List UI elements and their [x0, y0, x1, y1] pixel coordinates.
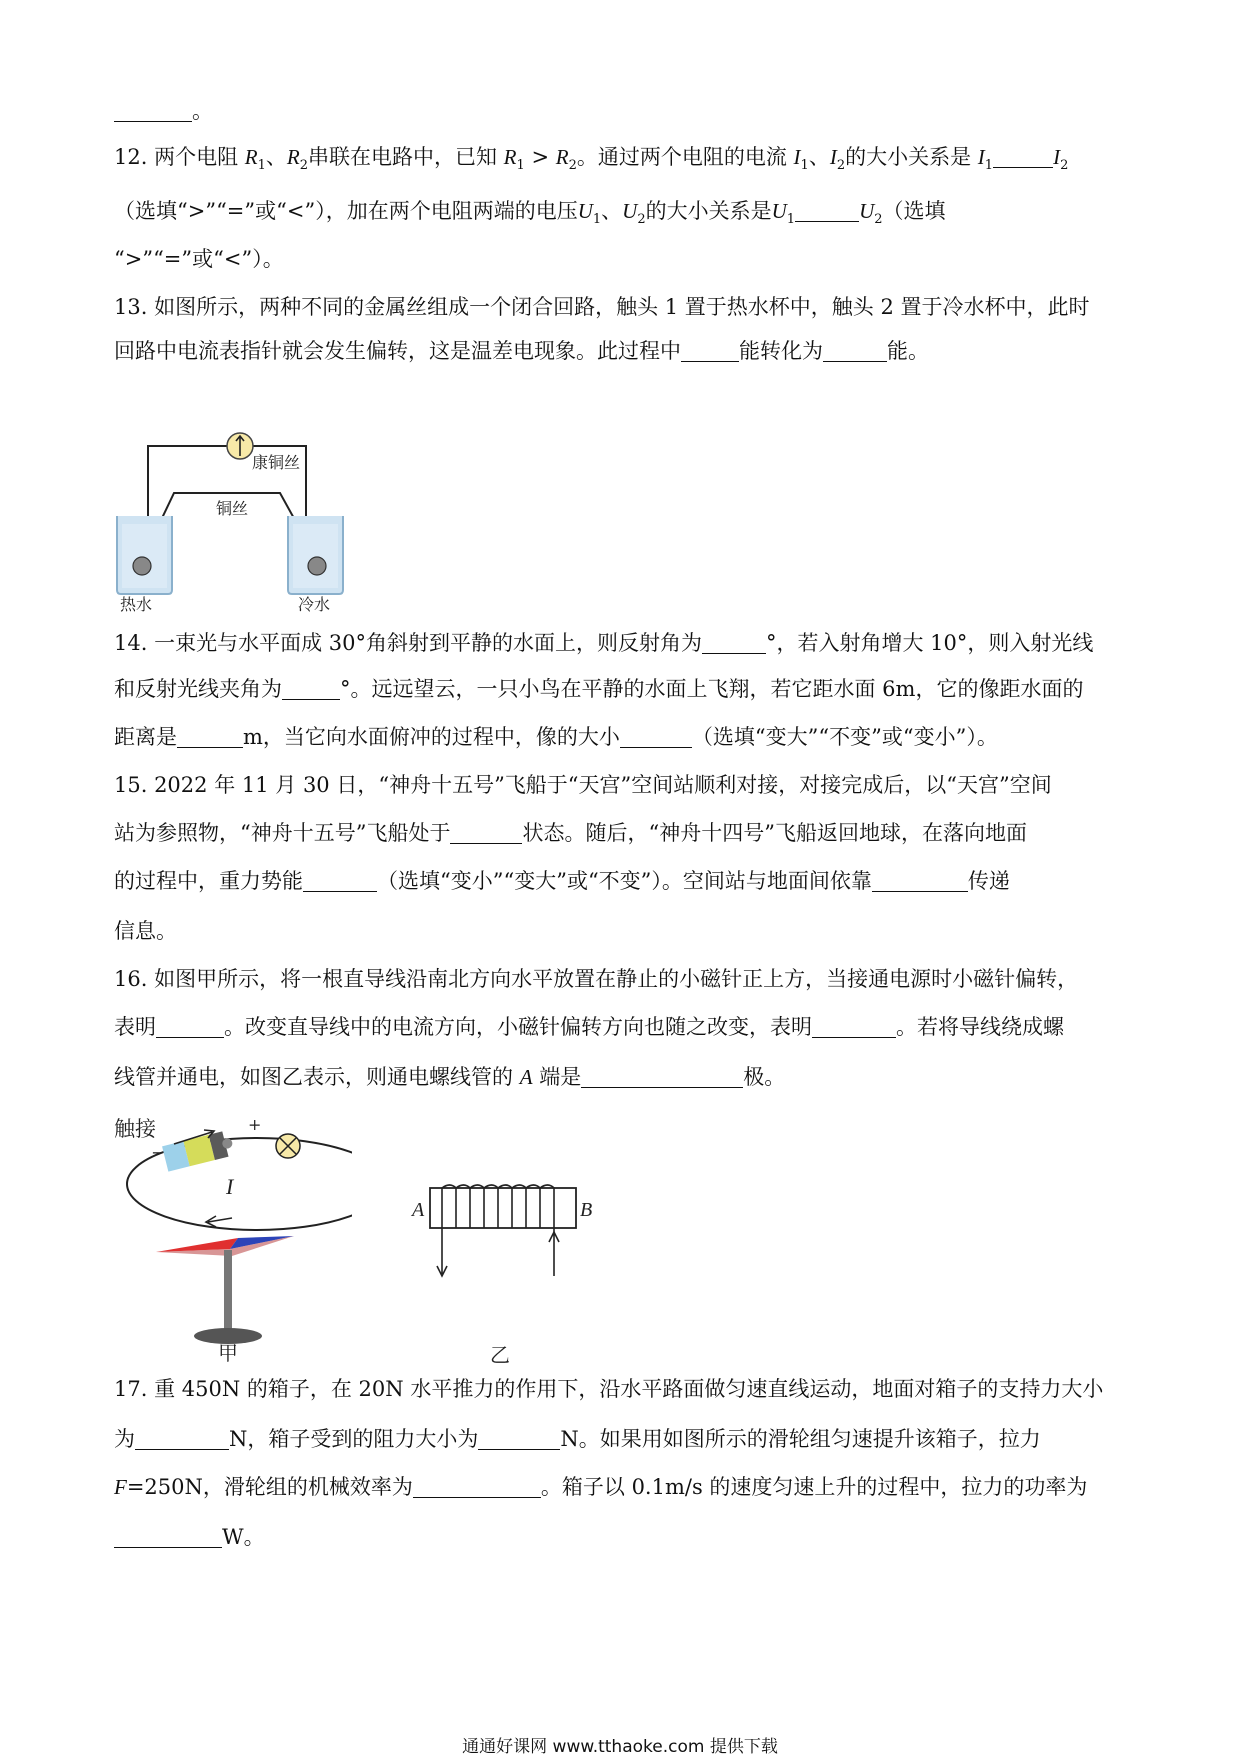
answer-blank[interactable] [450, 821, 522, 844]
hot-beaker-water [122, 524, 167, 588]
constantan-label: 康铜丝 [252, 453, 301, 472]
answer-blank[interactable] [282, 677, 340, 700]
q17-line-4: W。 [114, 1522, 265, 1552]
battery-plus-label: + [248, 1115, 262, 1134]
answer-blank[interactable] [872, 869, 968, 892]
answer-blank[interactable] [478, 1427, 560, 1450]
answer-blank[interactable] [413, 1475, 541, 1498]
lead-left-arrow-icon [437, 1232, 447, 1276]
q16-line-1: 16. 如图甲所示，将一根直导线沿南北方向水平放置在静止的小磁针正上方，当接通电源时小磁针偏转， [114, 967, 1079, 991]
figure-yi-caption: 乙 [490, 1343, 510, 1366]
answer-blank[interactable] [114, 99, 192, 122]
answer-blank[interactable] [812, 1015, 896, 1038]
hot-contact [133, 557, 151, 575]
cold-water-label: 冷水 [298, 595, 331, 612]
current-direction-arrow-icon [206, 1216, 232, 1227]
answer-blank[interactable] [681, 339, 739, 362]
q12-line-1: 12. 两个电阻 $R_1$、$R_2$串联在电路中，已知 $R_1 > R_2$。通过两个电阻的电流 $I_1$、$I_2$的大小关系是 $I_1$ $I_2$ [114, 145, 1069, 174]
q12-line-3: “>”“=”或“<”）。 [114, 247, 284, 271]
copper-label: 铜丝 [216, 499, 249, 518]
hot-water-label: 热水 [120, 595, 153, 612]
answer-blank[interactable] [177, 725, 243, 748]
solenoid-coil [442, 1185, 554, 1232]
compass-stand [224, 1250, 232, 1334]
answer-blank[interactable] [702, 631, 766, 654]
answer-blank[interactable] [135, 1427, 229, 1450]
answer-blank[interactable] [823, 339, 887, 362]
q15-line-4: 信息。 [114, 919, 177, 943]
q13-line-1: 13. 如图所示，两种不同的金属丝组成一个闭合回路，触头 1 置于热水杯中，触头 2 置于冷水杯中，此时 [114, 295, 1090, 319]
answer-blank[interactable] [303, 869, 377, 892]
answer-blank[interactable] [620, 725, 692, 748]
cold-contact [308, 557, 326, 575]
q14-line-1: 14. 一束光与水平面成 30°角斜射到平静的水面上，则反射角为 °，若入射角增大 10°，则入射光线 [114, 631, 1094, 655]
answer-blank[interactable] [581, 1065, 743, 1088]
q11-answer-line: 。 [114, 96, 213, 126]
q14-line-2: 和反射光线夹角为 °。远远望云，一只小鸟在平静的水面上飞翔，若它距水面 6m，它的像距水面的 [114, 677, 1084, 701]
q15-line-1: 15. 2022 年 11 月 30 日，“神舟十五号”飞船于“天宫”空间站顺利对接，对接完成后，以“天宫”空间 [114, 773, 1052, 797]
page-footer: 通通好课网 www.tthaoke.com 提供下载 [462, 1737, 778, 1757]
figure-yi-solenoid [410, 1176, 610, 1366]
thermocouple-figure [112, 428, 352, 612]
q14-line-3: 距离是 m，当它向水面俯冲的过程中，像的大小 （选填“变大”“不变”或“变小”）。 [114, 725, 998, 749]
q17-line-3: F=250N，滑轮组的机械效率为 。箱子以 0.1m/s 的速度匀速上升的过程中，拉力的功率为 [114, 1475, 1088, 1499]
q16-line-3: 线管并通电，如图乙表示，则通电螺线管的 A 端是 极。 [114, 1065, 786, 1089]
cold-beaker-water [293, 524, 338, 588]
q17-line-1: 17. 重 450N 的箱子，在 20N 水平推力的作用下，沿水平路面做匀速直线运动，地面对箱子的支持力大小 [114, 1377, 1104, 1401]
answer-blank[interactable] [114, 1525, 222, 1548]
q12-line-2: （选填“>”“=”或“<”），加在两个电阻两端的电压$U_1$、$U_2$的大小关系是$U_1$ $U_2$（选填 [114, 199, 946, 228]
current-label: I [226, 1174, 234, 1199]
q17-line-2: 为 N，箱子受到的阻力大小为 N。如果用如图所示的滑轮组匀速提升该箱子，拉力 [114, 1427, 1041, 1451]
q15-line-3: 的过程中，重力势能 （选填“变小”“变大”或“不变”）。空间站与地面间依靠 传递 [114, 869, 1010, 893]
answer-blank[interactable] [993, 145, 1053, 168]
lead-right-arrow-icon [549, 1232, 559, 1276]
q15-line-2: 站为参照物，“神舟十五号”飞船处于 状态。随后，“神舟十四号”飞船返回地球，在落向地面 [114, 821, 1027, 845]
answer-blank[interactable] [156, 1015, 224, 1038]
solenoid-end-a: A [412, 1199, 425, 1221]
lamp-icon [276, 1134, 300, 1158]
q16-line-2: 表明 。改变直导线中的电流方向，小磁针偏转方向也随之改变，表明 。若将导线绕成螺 [114, 1015, 1064, 1039]
solenoid-end-b: B [580, 1199, 593, 1221]
answer-blank[interactable] [795, 199, 859, 222]
touch-label: 触接 [114, 1117, 156, 1141]
battery-minus-label: – [152, 1139, 162, 1163]
figure-jia-caption: 甲 [218, 1341, 238, 1364]
figure-jia-oersted [112, 1112, 352, 1364]
q13-line-2: 回路中电流表指针就会发生偏转，这是温差电现象。此过程中 能转化为 能。 [114, 339, 929, 363]
